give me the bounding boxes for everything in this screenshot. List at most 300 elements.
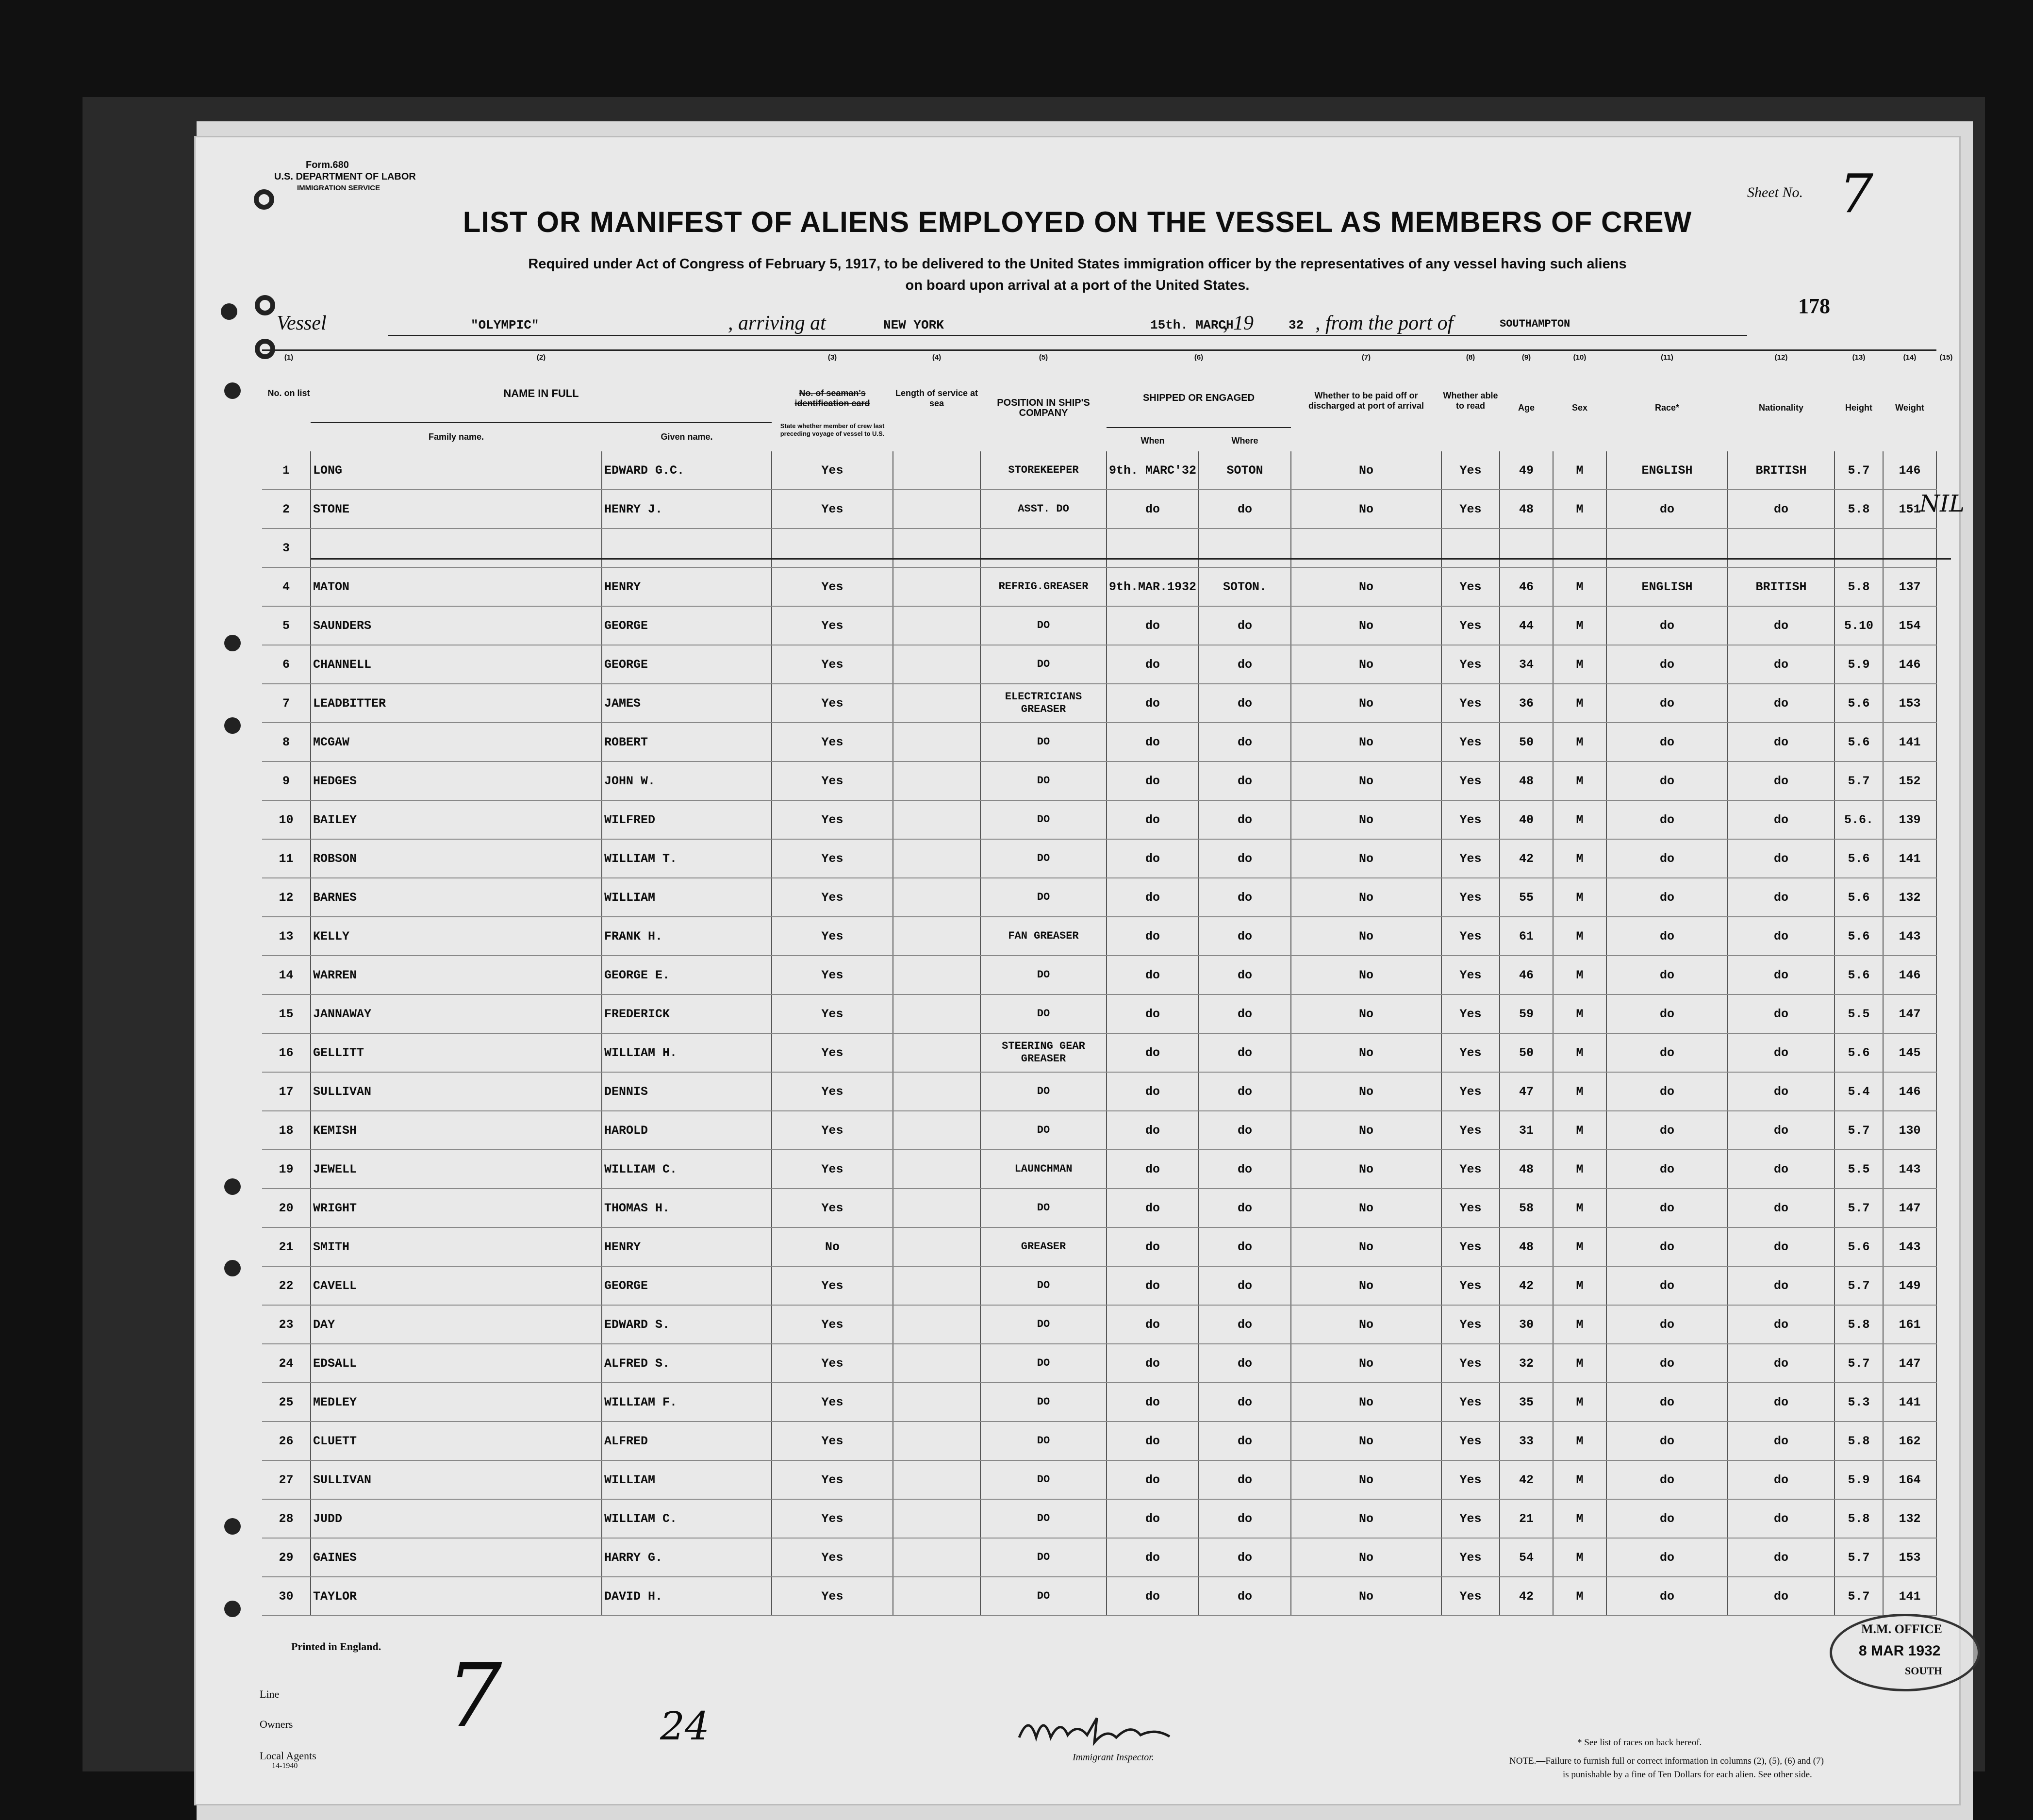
cell-family: LEADBITTER bbox=[311, 684, 602, 723]
cell-service-length bbox=[893, 1227, 980, 1266]
cell-nationality: do bbox=[1728, 1266, 1835, 1305]
cell-service-length bbox=[893, 1344, 980, 1383]
cell-height: 5.8 bbox=[1835, 567, 1883, 606]
cell-paid: No bbox=[1291, 1189, 1441, 1227]
cell-read: Yes bbox=[1441, 1033, 1500, 1072]
cell-no: 16 bbox=[262, 1033, 311, 1072]
cell-nationality: do bbox=[1728, 994, 1835, 1033]
cell-family: SMITH bbox=[311, 1227, 602, 1266]
cell-given: ALFRED bbox=[602, 1422, 772, 1460]
cell-position: ASST. DO bbox=[980, 490, 1107, 529]
cell-weight: 146 bbox=[1883, 451, 1936, 490]
cell-race: do bbox=[1606, 1460, 1728, 1499]
cell-age: 42 bbox=[1500, 1460, 1553, 1499]
cell-service-length bbox=[893, 1538, 980, 1577]
cell-age: 61 bbox=[1500, 917, 1553, 956]
cell-position: DO bbox=[980, 1344, 1107, 1383]
cell-family: SULLIVAN bbox=[311, 1460, 602, 1499]
cell-service-length bbox=[893, 1072, 980, 1111]
cell-given: GEORGE bbox=[602, 1266, 772, 1305]
cell-card: Yes bbox=[772, 1577, 893, 1616]
cell-family: MCGAW bbox=[311, 723, 602, 761]
cell-paid: No bbox=[1291, 1266, 1441, 1305]
cell-sex: M bbox=[1553, 1150, 1606, 1189]
cell-age: 59 bbox=[1500, 994, 1553, 1033]
cell-service-length bbox=[893, 451, 980, 490]
header-top-rule bbox=[262, 349, 1936, 351]
cell-read: Yes bbox=[1441, 451, 1500, 490]
cell-nationality: do bbox=[1728, 956, 1835, 994]
cell-weight: 149 bbox=[1883, 1266, 1936, 1305]
cell-no: 6 bbox=[262, 645, 311, 684]
cell-card: Yes bbox=[772, 1305, 893, 1344]
cell-where: do bbox=[1199, 1344, 1291, 1383]
cell-race: do bbox=[1606, 490, 1728, 529]
cell-age: 48 bbox=[1500, 761, 1553, 800]
cell-where: do bbox=[1199, 1305, 1291, 1344]
cell-no: 13 bbox=[262, 917, 311, 956]
cell-family: WARREN bbox=[311, 956, 602, 994]
cell-read: Yes bbox=[1441, 1499, 1500, 1538]
cell-paid: No bbox=[1291, 1538, 1441, 1577]
cell-no: 8 bbox=[262, 723, 311, 761]
cell-where: do bbox=[1199, 1189, 1291, 1227]
races-note: * See list of races on back hereof. bbox=[1577, 1737, 1702, 1748]
cell-where: do bbox=[1199, 606, 1291, 645]
cell-weight: 164 bbox=[1883, 1460, 1936, 1499]
cell-given: HENRY J. bbox=[602, 490, 772, 529]
cell-age: 35 bbox=[1500, 1383, 1553, 1422]
cell-when: do bbox=[1107, 645, 1199, 684]
cell-age: 33 bbox=[1500, 1422, 1553, 1460]
cell-read: Yes bbox=[1441, 1460, 1500, 1499]
cell-weight: 146 bbox=[1883, 1072, 1936, 1111]
cell-weight: 153 bbox=[1883, 684, 1936, 723]
cell-no: 5 bbox=[262, 606, 311, 645]
cell-where bbox=[1199, 529, 1291, 567]
cell-where: do bbox=[1199, 490, 1291, 529]
cell-paid: No bbox=[1291, 761, 1441, 800]
cell-position: GREASER bbox=[980, 1227, 1107, 1266]
cell-given: WILFRED bbox=[602, 800, 772, 839]
col-header-member-last-voyage: State whether member of crew last preceding voyage of vessel to U.S. bbox=[780, 422, 885, 437]
cell-service-length bbox=[893, 1305, 980, 1344]
cell-card: Yes bbox=[772, 800, 893, 839]
cell-when: do bbox=[1107, 1033, 1199, 1072]
cell-read: Yes bbox=[1441, 606, 1500, 645]
cell-given: ROBERT bbox=[602, 723, 772, 761]
cell-weight: 162 bbox=[1883, 1422, 1936, 1460]
table-row bbox=[262, 1499, 1936, 1538]
cell-family: CLUETT bbox=[311, 1422, 602, 1460]
cell-given: THOMAS H. bbox=[602, 1189, 772, 1227]
cell-family: SAUNDERS bbox=[311, 606, 602, 645]
cell-service-length bbox=[893, 1266, 980, 1305]
col-header-height: Height bbox=[1845, 403, 1872, 413]
cell-family: CAVELL bbox=[311, 1266, 602, 1305]
cell-where: do bbox=[1199, 1460, 1291, 1499]
col-9-number: (9) bbox=[1521, 353, 1531, 362]
cell-card: Yes bbox=[772, 645, 893, 684]
cell-nationality: do bbox=[1728, 723, 1835, 761]
cell-height: 5.6 bbox=[1835, 723, 1883, 761]
cell-height: 5.9 bbox=[1835, 645, 1883, 684]
cell-card: Yes bbox=[772, 1111, 893, 1150]
cell-sex: M bbox=[1553, 490, 1606, 529]
cell-race: do bbox=[1606, 1499, 1728, 1538]
cell-height: 5.6 bbox=[1835, 878, 1883, 917]
cell-weight: 147 bbox=[1883, 1344, 1936, 1383]
cell-read: Yes bbox=[1441, 684, 1500, 723]
cell-no: 29 bbox=[262, 1538, 311, 1577]
cell-sex: M bbox=[1553, 994, 1606, 1033]
cell-race: do bbox=[1606, 1227, 1728, 1266]
col-header-no-on-list: No. on list bbox=[267, 388, 310, 398]
table-row bbox=[262, 1383, 1936, 1422]
cell-age: 42 bbox=[1500, 1577, 1553, 1616]
col-header-where: Where bbox=[1231, 436, 1258, 446]
cell-card: Yes bbox=[772, 606, 893, 645]
cell-where: do bbox=[1199, 645, 1291, 684]
cell-sex: M bbox=[1553, 1227, 1606, 1266]
table-row bbox=[262, 645, 1936, 684]
cell-family: JANNAWAY bbox=[311, 994, 602, 1033]
cell-no: 3 bbox=[262, 529, 311, 567]
cell-given: HENRY bbox=[602, 567, 772, 606]
cell-service-length bbox=[893, 529, 980, 567]
col-header-family-name: Family name. bbox=[428, 432, 484, 442]
cell-sex: M bbox=[1553, 1538, 1606, 1577]
cell-when: do bbox=[1107, 917, 1199, 956]
cell-read: Yes bbox=[1441, 1072, 1500, 1111]
crew-table bbox=[262, 451, 1937, 1616]
cell-sex: M bbox=[1553, 1344, 1606, 1383]
cell-no: 21 bbox=[262, 1227, 311, 1266]
cell-card: Yes bbox=[772, 1383, 893, 1422]
vessel-name: "OLYMPIC" bbox=[471, 318, 539, 332]
table-row bbox=[262, 839, 1936, 878]
cell-paid: No bbox=[1291, 684, 1441, 723]
from-port: SOUTHAMPTON bbox=[1500, 318, 1570, 330]
manifest-sheet bbox=[194, 136, 1965, 1805]
cell-card: Yes bbox=[772, 1189, 893, 1227]
cell-when: do bbox=[1107, 1111, 1199, 1150]
cell-race bbox=[1606, 529, 1728, 567]
cell-given: DENNIS bbox=[602, 1072, 772, 1111]
cell-when: do bbox=[1107, 1383, 1199, 1422]
cell-service-length bbox=[893, 1033, 980, 1072]
cell-given: WILLIAM C. bbox=[602, 1150, 772, 1189]
cell-where: do bbox=[1199, 956, 1291, 994]
cell-race: do bbox=[1606, 839, 1728, 878]
table-row bbox=[262, 956, 1936, 994]
cell-family: DAY bbox=[311, 1305, 602, 1344]
table-row bbox=[262, 761, 1936, 800]
subtitle-line-1: Required under Act of Congress of February 5, 1917, to be delivered to the United States immigration officer by the representatives of any vessel having such aliens bbox=[528, 256, 1627, 272]
cell-family: HEDGES bbox=[311, 761, 602, 800]
cell-given: WILLIAM H. bbox=[602, 1033, 772, 1072]
cell-position: LAUNCHMAN bbox=[980, 1150, 1107, 1189]
cell-nationality bbox=[1728, 529, 1835, 567]
cell-paid: No bbox=[1291, 606, 1441, 645]
cell-given: GEORGE E. bbox=[602, 956, 772, 994]
cell-family: ROBSON bbox=[311, 839, 602, 878]
cell-height: 5.6 bbox=[1835, 839, 1883, 878]
col-header-given-name: Given name. bbox=[661, 432, 713, 442]
cell-service-length bbox=[893, 994, 980, 1033]
cell-family: JEWELL bbox=[311, 1150, 602, 1189]
punch-hole-icon bbox=[221, 303, 237, 320]
cell-position: DO bbox=[980, 1538, 1107, 1577]
cell-paid: No bbox=[1291, 1383, 1441, 1422]
cell-family: KELLY bbox=[311, 917, 602, 956]
cell-paid: No bbox=[1291, 1499, 1441, 1538]
cell-sex: M bbox=[1553, 1111, 1606, 1150]
table-row bbox=[262, 1460, 1936, 1499]
col-13-number: (13) bbox=[1852, 353, 1866, 362]
cell-position: DO bbox=[980, 1305, 1107, 1344]
cell-race: do bbox=[1606, 1344, 1728, 1383]
cell-where: do bbox=[1199, 1033, 1291, 1072]
cell-read: Yes bbox=[1441, 800, 1500, 839]
cell-given: HARRY G. bbox=[602, 1538, 772, 1577]
table-row bbox=[262, 1266, 1936, 1305]
cell-no: 12 bbox=[262, 878, 311, 917]
form-number: Form.680 bbox=[306, 160, 349, 170]
from-label: , from the port of bbox=[1315, 312, 1454, 334]
cell-given: ALFRED S. bbox=[602, 1344, 772, 1383]
cell-when: do bbox=[1107, 878, 1199, 917]
cell-sex: M bbox=[1553, 451, 1606, 490]
stamp-number: 178 bbox=[1798, 294, 1830, 318]
cell-age: 44 bbox=[1500, 606, 1553, 645]
cell-race: do bbox=[1606, 1150, 1728, 1189]
cell-age: 50 bbox=[1500, 723, 1553, 761]
cell-nationality: do bbox=[1728, 606, 1835, 645]
cell-when: do bbox=[1107, 1072, 1199, 1111]
cell-read: Yes bbox=[1441, 956, 1500, 994]
cell-sex: M bbox=[1553, 956, 1606, 994]
cell-height bbox=[1835, 529, 1883, 567]
cell-position: DO bbox=[980, 1422, 1107, 1460]
cell-paid: No bbox=[1291, 567, 1441, 606]
cell-age: 42 bbox=[1500, 839, 1553, 878]
cell-age: 48 bbox=[1500, 1227, 1553, 1266]
inspector-signature-icon bbox=[1014, 1708, 1184, 1757]
cell-service-length bbox=[893, 1577, 980, 1616]
cell-nationality: do bbox=[1728, 800, 1835, 839]
cell-height: 5.4 bbox=[1835, 1072, 1883, 1111]
cell-sex: M bbox=[1553, 917, 1606, 956]
cell-nationality: do bbox=[1728, 1344, 1835, 1383]
cell-age: 32 bbox=[1500, 1344, 1553, 1383]
col-header-when: When bbox=[1140, 436, 1165, 446]
cell-given: WILLIAM F. bbox=[602, 1383, 772, 1422]
cell-where: do bbox=[1199, 1499, 1291, 1538]
cell-card: No bbox=[772, 1227, 893, 1266]
col-12-number: (12) bbox=[1774, 353, 1788, 362]
cell-read: Yes bbox=[1441, 723, 1500, 761]
cell-where: do bbox=[1199, 917, 1291, 956]
cell-card: Yes bbox=[772, 1460, 893, 1499]
cell-where: do bbox=[1199, 878, 1291, 917]
cell-when: 9th. MARC'32 bbox=[1107, 451, 1199, 490]
cell-nationality: do bbox=[1728, 1227, 1835, 1266]
cell-paid: No bbox=[1291, 1344, 1441, 1383]
cell-paid: No bbox=[1291, 800, 1441, 839]
col-header-paid-off: Whether to be paid off or discharged at port of arrival bbox=[1308, 391, 1424, 411]
cell-sex: M bbox=[1553, 878, 1606, 917]
cell-height: 5.5 bbox=[1835, 1150, 1883, 1189]
cell-no: 1 bbox=[262, 451, 311, 490]
cell-age: 21 bbox=[1500, 1499, 1553, 1538]
cell-nationality: do bbox=[1728, 645, 1835, 684]
punch-hole-icon bbox=[224, 382, 241, 399]
cell-service-length bbox=[893, 684, 980, 723]
cell-weight: 152 bbox=[1883, 761, 1936, 800]
cell-paid: No bbox=[1291, 1577, 1441, 1616]
col-5-number: (5) bbox=[1039, 353, 1048, 362]
cell-nationality: do bbox=[1728, 1150, 1835, 1189]
cell-no: 11 bbox=[262, 839, 311, 878]
cell-where: do bbox=[1199, 723, 1291, 761]
cell-read: Yes bbox=[1441, 1150, 1500, 1189]
cell-given: WILLIAM bbox=[602, 1460, 772, 1499]
cell-family: MEDLEY bbox=[311, 1383, 602, 1422]
cell-weight: 145 bbox=[1883, 1033, 1936, 1072]
table-row bbox=[262, 684, 1936, 723]
cell-age: 47 bbox=[1500, 1072, 1553, 1111]
stamp-line-2: 8 MAR 1932 bbox=[1859, 1643, 1941, 1659]
punch-hole-icon bbox=[224, 1178, 241, 1195]
cell-card: Yes bbox=[772, 878, 893, 917]
cell-nationality: do bbox=[1728, 1189, 1835, 1227]
cell-height: 5.6 bbox=[1835, 917, 1883, 956]
cell-paid: No bbox=[1291, 956, 1441, 994]
cell-height: 5.8 bbox=[1835, 490, 1883, 529]
cell-race: do bbox=[1606, 1189, 1728, 1227]
cell-height: 5.9 bbox=[1835, 1460, 1883, 1499]
col-header-id-card: No. of seaman's identification card bbox=[794, 388, 870, 408]
table-row bbox=[262, 1577, 1936, 1616]
cell-when: do bbox=[1107, 1577, 1199, 1616]
cell-height: 5.7 bbox=[1835, 451, 1883, 490]
cell-paid: No bbox=[1291, 839, 1441, 878]
cell-nationality: BRITISH bbox=[1728, 567, 1835, 606]
cell-age: 48 bbox=[1500, 490, 1553, 529]
cell-service-length bbox=[893, 567, 980, 606]
cell-when: do bbox=[1107, 839, 1199, 878]
cell-service-length bbox=[893, 800, 980, 839]
arrival-year: 32 bbox=[1289, 318, 1304, 332]
cell-height: 5.6 bbox=[1835, 684, 1883, 723]
cell-card: Yes bbox=[772, 723, 893, 761]
cell-card: Yes bbox=[772, 1538, 893, 1577]
cell-height: 5.8 bbox=[1835, 1422, 1883, 1460]
cell-height: 5.7 bbox=[1835, 1538, 1883, 1577]
cell-read: Yes bbox=[1441, 1266, 1500, 1305]
cell-family: MATON bbox=[311, 567, 602, 606]
cell-no: 30 bbox=[262, 1577, 311, 1616]
cell-age: 42 bbox=[1500, 1266, 1553, 1305]
cell-age: 58 bbox=[1500, 1189, 1553, 1227]
cell-position: DO bbox=[980, 800, 1107, 839]
cell-paid: No bbox=[1291, 1305, 1441, 1344]
cell-position: DO bbox=[980, 956, 1107, 994]
cell-read: Yes bbox=[1441, 1189, 1500, 1227]
cell-read: Yes bbox=[1441, 645, 1500, 684]
cell-age: 34 bbox=[1500, 645, 1553, 684]
col-header-race: Race* bbox=[1654, 403, 1680, 413]
printed-in: Printed in England. bbox=[291, 1640, 381, 1653]
cell-given: WILLIAM bbox=[602, 878, 772, 917]
cell-read: Yes bbox=[1441, 1538, 1500, 1577]
cell-where: do bbox=[1199, 1150, 1291, 1189]
col-6-number: (6) bbox=[1194, 353, 1204, 362]
cell-read: Yes bbox=[1441, 1383, 1500, 1422]
cell-position: DO bbox=[980, 1499, 1107, 1538]
sheet-number: 7 bbox=[1839, 163, 1873, 225]
cell-weight: 143 bbox=[1883, 1227, 1936, 1266]
cell-read bbox=[1441, 529, 1500, 567]
cell-family: TAYLOR bbox=[311, 1577, 602, 1616]
cell-nationality: do bbox=[1728, 1305, 1835, 1344]
cell-family: EDSALL bbox=[311, 1344, 602, 1383]
cell-sex: M bbox=[1553, 761, 1606, 800]
col-header-age: Age bbox=[1518, 403, 1535, 413]
cell-position: DO bbox=[980, 1577, 1107, 1616]
cell-nationality: do bbox=[1728, 1460, 1835, 1499]
cell-given: WILLIAM T. bbox=[602, 839, 772, 878]
cell-family: JUDD bbox=[311, 1499, 602, 1538]
cell-when: do bbox=[1107, 490, 1199, 529]
col-4-number: (4) bbox=[932, 353, 942, 362]
cell-position: DO bbox=[980, 1072, 1107, 1111]
cell-read: Yes bbox=[1441, 1305, 1500, 1344]
cell-sex: M bbox=[1553, 1266, 1606, 1305]
col-7-number: (7) bbox=[1361, 353, 1371, 362]
cell-paid: No bbox=[1291, 1460, 1441, 1499]
cell-read: Yes bbox=[1441, 839, 1500, 878]
cell-paid: No bbox=[1291, 1111, 1441, 1150]
cell-race: do bbox=[1606, 1072, 1728, 1111]
col-header-shipped-or-engaged: SHIPPED OR ENGAGED bbox=[1142, 393, 1255, 403]
cell-position: DO bbox=[980, 1266, 1107, 1305]
cell-no: 18 bbox=[262, 1111, 311, 1150]
table-row bbox=[262, 1033, 1936, 1072]
cell-where: do bbox=[1199, 1538, 1291, 1577]
cell-where: do bbox=[1199, 839, 1291, 878]
cell-sex: M bbox=[1553, 1189, 1606, 1227]
cell-when: do bbox=[1107, 1422, 1199, 1460]
cell-nationality: do bbox=[1728, 839, 1835, 878]
cell-service-length bbox=[893, 1111, 980, 1150]
cell-weight: 143 bbox=[1883, 917, 1936, 956]
stamp-line-3: SOUTH bbox=[1905, 1665, 1943, 1677]
cell-no: 14 bbox=[262, 956, 311, 994]
table-row bbox=[262, 1072, 1936, 1111]
cell-nationality: do bbox=[1728, 684, 1835, 723]
table-row bbox=[262, 878, 1936, 917]
cell-card: Yes bbox=[772, 956, 893, 994]
cell-position: STEERING GEAR GREASER bbox=[980, 1033, 1107, 1072]
year-label: , 19 bbox=[1223, 312, 1254, 334]
cell-race: do bbox=[1606, 917, 1728, 956]
cell-position: STOREKEEPER bbox=[980, 451, 1107, 490]
cell-position: DO bbox=[980, 606, 1107, 645]
owners-label: Owners bbox=[260, 1718, 293, 1730]
cell-weight: 147 bbox=[1883, 1189, 1936, 1227]
